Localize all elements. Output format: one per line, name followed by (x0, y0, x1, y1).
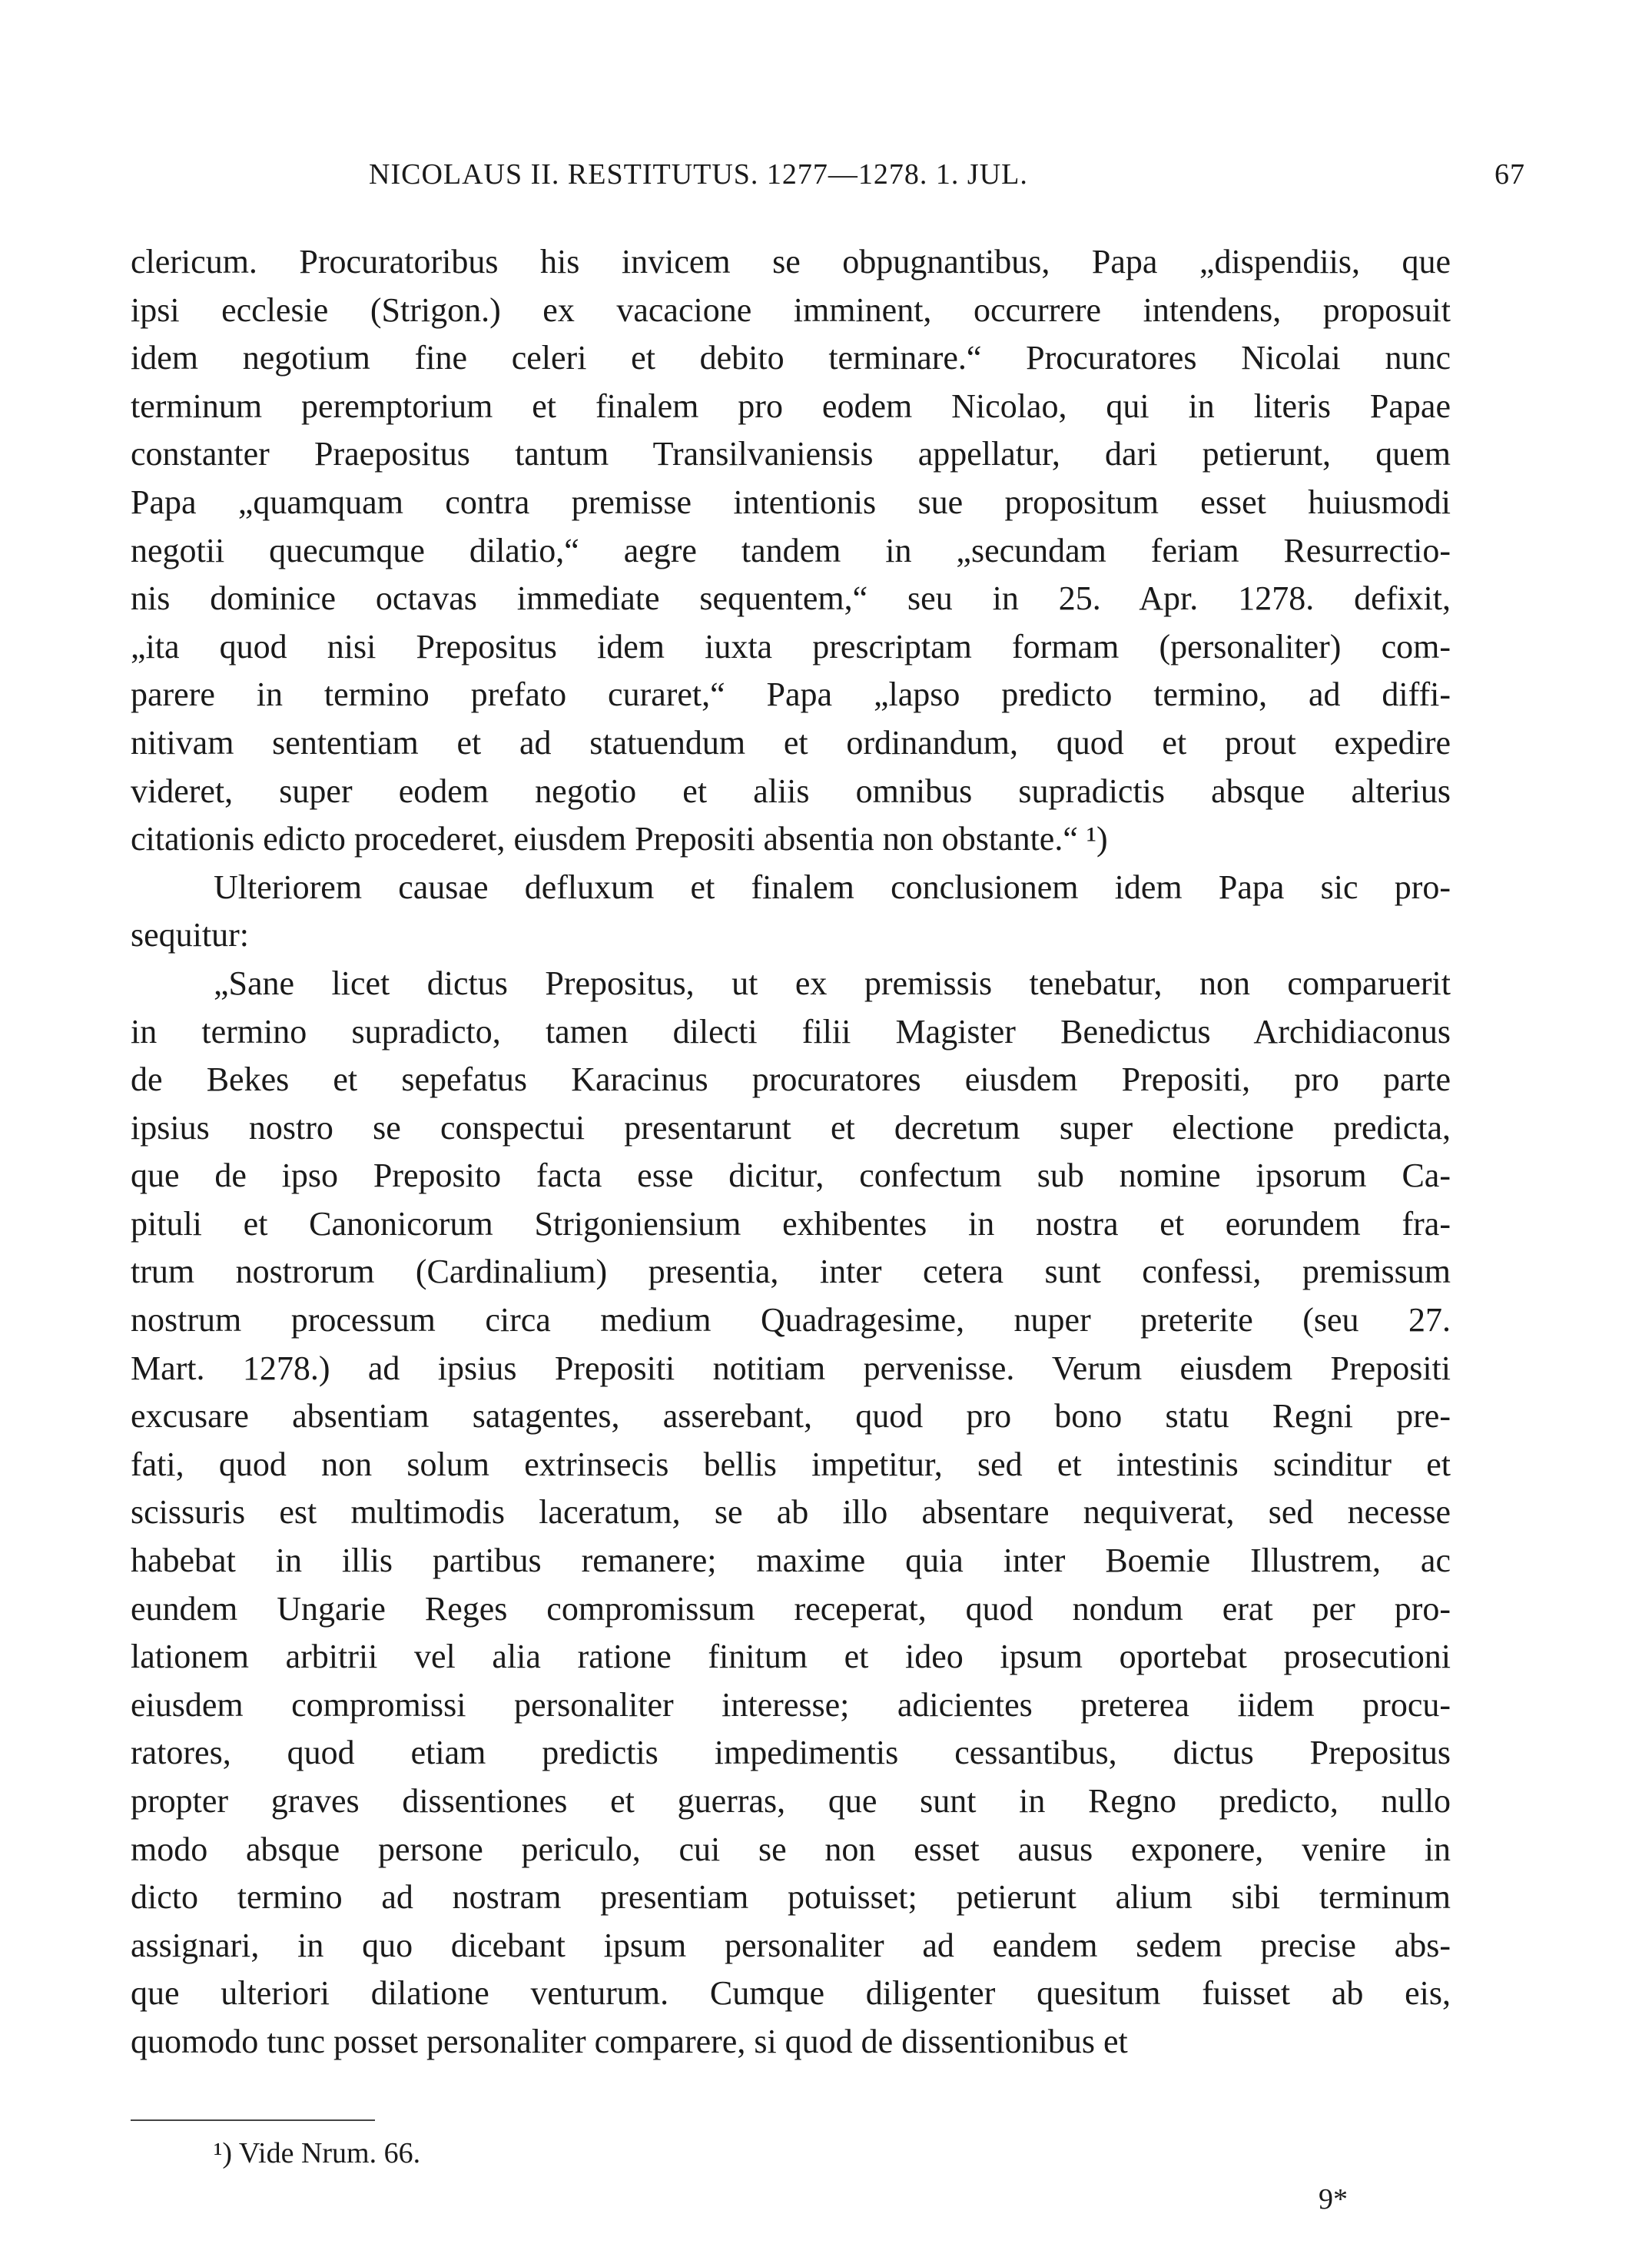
paragraph (131, 960, 1451, 2066)
text-line: eundem Ungarie Reges compromissum receperat, quod nondum erat per pro- (131, 1589, 1451, 1628)
text-line: habebat in illis partibus remanere; maxime quia inter Boemie Illustrem, ac (131, 1542, 1451, 1580)
text-line: de Bekes et sepefatus Karacinus procuratores eiusdem Prepositi, pro parte (131, 1060, 1451, 1099)
text-line: parere in termino prefato curaret,“ Papa „lapso predicto termino, ad diffi- (131, 675, 1451, 714)
text-line: Mart. 1278.) ad ipsius Prepositi notitiam pervenisse. Verum eiusdem Prepositi (131, 1349, 1451, 1387)
text-line: propter graves dissentiones et guerras, que sunt in Regno predicto, nullo (131, 1782, 1451, 1820)
page-header (131, 158, 1525, 204)
text-line: „Sane licet dictus Prepositus, ut ex premissis tenebatur, non comparuerit (214, 964, 1451, 1002)
text-line: ipsius nostro se conspectui presentarunt et decretum super electione predicta, (131, 1108, 1451, 1147)
footnote: ¹) Vide Nrum. 66. (214, 2137, 421, 2169)
signature-mark: 9* (1319, 2183, 1348, 2216)
text-line: sequitur: (131, 916, 249, 954)
text-line: negotii quecumque dilatio,“ aegre tandem in „secundam feriam Resurrectio- (131, 531, 1451, 569)
text-line: citationis edicto procederet, eiusdem Prepositi absentia non obstante.“ ¹) (131, 820, 1108, 858)
text-line: nis dominice octavas immediate sequentem,“ seu in 25. Apr. 1278. defixit, (131, 579, 1451, 618)
text-line: clericum. Procuratoribus his invicem se obpugnantibus, Papa „dispendiis, que (131, 243, 1451, 280)
text-line: assignari, in quo dicebant ipsum personaliter ad eandem sedem precise abs- (131, 1926, 1451, 1964)
text-line: scissuris est multimodis laceratum, se ab illo absentare nequiverat, sed necesse (131, 1493, 1451, 1532)
paragraph (131, 864, 1451, 960)
text-line: videret, super eodem negotio et aliis omnibus supradictis absque alterius (131, 772, 1451, 810)
text-line: dicto termino ad nostram presentiam potuisset; petierunt alium sibi terminum (131, 1878, 1451, 1917)
text-line: que de ipso Preposito facta esse dicitur, confectum sub nomine ipsorum Ca- (131, 1157, 1451, 1195)
page-number: 67 (1494, 158, 1525, 191)
text-line: excusare absentiam satagentes, asserebant, quod pro bono statu Regni pre- (131, 1397, 1451, 1436)
text-line: terminum peremptorium et finalem pro eodem Nicolao, qui in literis Papae (131, 387, 1451, 425)
text-line: idem negotium fine celeri et debito terminare.“ Procuratores Nicolai nunc (131, 339, 1451, 377)
text-line: nostrum processum circa medium Quadragesime, nuper preterite (seu 27. (131, 1301, 1451, 1339)
text-line: constanter Praepositus tantum Transilvaniensis appellatur, dari petierunt, quem (131, 435, 1451, 473)
text-line: que ulteriori dilatione venturum. Cumque diligenter quesitum fuisset ab eis, (131, 1974, 1451, 2013)
running-title: NICOLAUS II. RESTITUTUS. 1277—1278. 1. JUL. (369, 158, 1028, 191)
footnote-divider (131, 2119, 375, 2121)
body-text (131, 238, 1451, 2066)
text-line: fati, quod non solum extrinsecis bellis impetitur, sed et intestinis scinditur et (131, 1445, 1451, 1483)
text-line: pituli et Canonicorum Strigoniensium exhibentes in nostra et eorundem fra- (131, 1204, 1451, 1243)
text-line: Ulteriorem causae defluxum et finalem conclusionem idem Papa sic pro- (214, 868, 1451, 906)
text-line: „ita quod nisi Prepositus idem iuxta prescriptam formam (personaliter) com- (131, 627, 1451, 665)
text-line: modo absque persone periculo, cui se non esset ausus exponere, venire in (131, 1830, 1451, 1868)
text-line: ratores, quod etiam predictis impedimentis cessantibus, dictus Prepositus (131, 1734, 1451, 1772)
paragraph (131, 238, 1451, 864)
text-line: in termino supradicto, tamen dilecti filii Magister Benedictus Archidiaconus (131, 1012, 1451, 1051)
text-line: Papa „quamquam contra premisse intentionis sue propositum esset huiusmodi (131, 483, 1451, 521)
text-line: eiusdem compromissi personaliter interesse; adicientes preterea iidem procu- (131, 1685, 1451, 1724)
text-line: ipsi ecclesie (Strigon.) ex vacacione imminent, occurrere intendens, proposuit (131, 290, 1451, 329)
text-line: trum nostrorum (Cardinalium) presentia, inter cetera sunt confessi, premissum (131, 1253, 1451, 1291)
text-line: quomodo tunc posset personaliter comparere, si quod de dissentionibus et (131, 2022, 1128, 2060)
text-line: lationem arbitrii vel alia ratione finitum et ideo ipsum oportebat prosecutioni (131, 1638, 1451, 1676)
text-line: nitivam sententiam et ad statuendum et ordinandum, quod et prout expedire (131, 723, 1451, 762)
